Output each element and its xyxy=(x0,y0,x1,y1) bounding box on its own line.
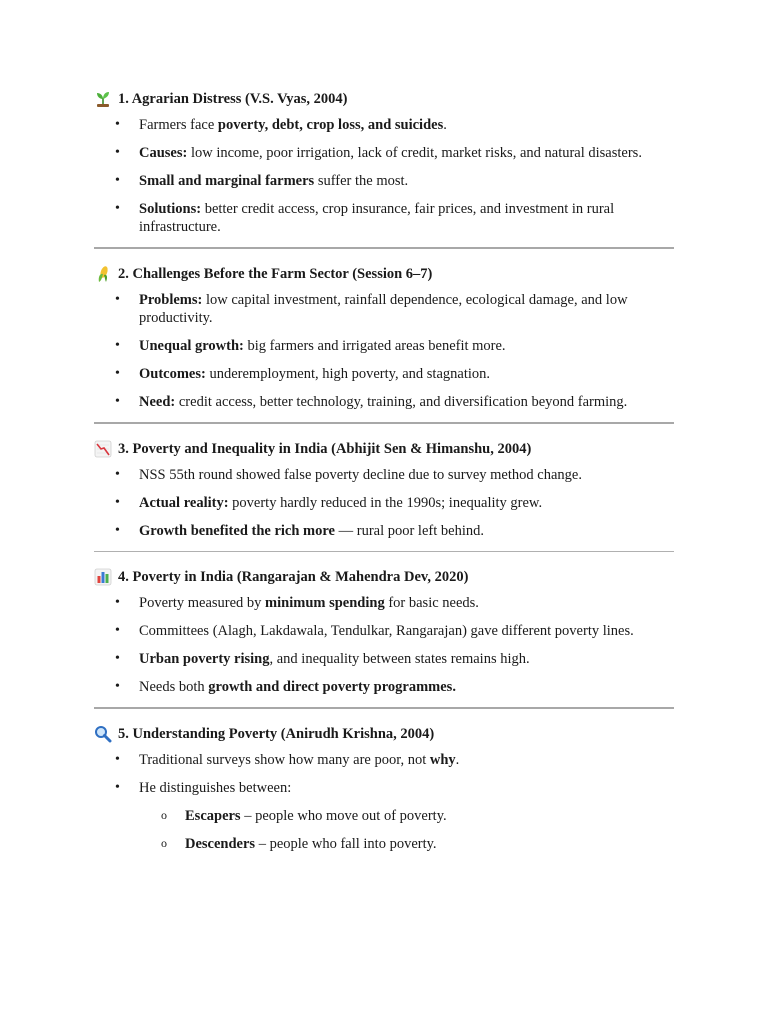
section-divider xyxy=(94,422,674,424)
section-divider xyxy=(94,551,674,552)
section-title: 1. Agrarian Distress (V.S. Vyas, 2004) xyxy=(118,90,348,107)
section-title: 4. Poverty in India (Rangarajan & Mahendra Dev, 2020) xyxy=(118,568,469,585)
list-item: • Traditional surveys show how many are poor, not why. xyxy=(94,751,674,769)
list-item: • Needs both growth and direct poverty programmes. xyxy=(94,678,674,696)
bullet-list xyxy=(94,116,674,236)
section-farm-sector-challenges xyxy=(94,263,674,411)
bullet-list xyxy=(94,594,674,696)
section-title: 5. Understanding Poverty (Anirudh Krishna, 2004) xyxy=(118,725,435,742)
bar-chart-icon xyxy=(94,568,112,586)
section-heading xyxy=(94,438,674,460)
list-item: • Urban poverty rising, and inequality between states remains high. xyxy=(94,650,674,668)
list-item: • Farmers face poverty, debt, crop loss, and suicides. xyxy=(94,116,674,134)
section-title: 2. Challenges Before the Farm Sector (Session 6–7) xyxy=(118,265,433,282)
list-item: • Unequal growth: big farmers and irrigated areas benefit more. xyxy=(94,337,674,355)
section-agrarian-distress xyxy=(94,88,674,236)
list-item: • Causes: low income, poor irrigation, lack of credit, market risks, and natural disasters. xyxy=(94,144,674,162)
list-item: • Problems: low capital investment, rainfall dependence, ecological damage, and low productivity. xyxy=(94,291,674,327)
list-item: • Solutions: better credit access, crop insurance, fair prices, and investment in rural infrastructure. xyxy=(94,200,674,236)
section-heading xyxy=(94,263,674,285)
corn-icon xyxy=(94,265,112,283)
list-item: • Outcomes: underemployment, high poverty, and stagnation. xyxy=(94,365,674,383)
sub-list-item: o Escapers – people who move out of poverty. xyxy=(139,807,674,825)
document-page xyxy=(94,88,674,863)
bullet-list xyxy=(94,466,674,540)
list-item: • NSS 55th round showed false poverty decline due to survey method change. xyxy=(94,466,674,484)
section-divider xyxy=(94,707,674,709)
list-item: • He distinguishes between: o Escapers – people who move out of poverty. o Descenders – people who fall into poverty. xyxy=(94,779,674,853)
section-heading xyxy=(94,566,674,588)
list-item: • Committees (Alagh, Lakdawala, Tendulkar, Rangarajan) gave different poverty lines. xyxy=(94,622,674,640)
sub-list-item: o Descenders – people who fall into poverty. xyxy=(139,835,674,853)
list-item: • Poverty measured by minimum spending for basic needs. xyxy=(94,594,674,612)
list-item: • Actual reality: poverty hardly reduced in the 1990s; inequality grew. xyxy=(94,494,674,512)
list-item: • Growth benefited the rich more — rural poor left behind. xyxy=(94,522,674,540)
seedling-icon xyxy=(94,90,112,108)
chart-decreasing-icon xyxy=(94,440,112,458)
section-poverty-in-india xyxy=(94,566,674,696)
section-title: 3. Poverty and Inequality in India (Abhijit Sen & Himanshu, 2004) xyxy=(118,440,532,457)
section-understanding-poverty xyxy=(94,723,674,853)
section-poverty-inequality xyxy=(94,438,674,540)
list-item: • Small and marginal farmers suffer the most. xyxy=(94,172,674,190)
section-divider xyxy=(94,247,674,249)
bullet-list xyxy=(94,291,674,411)
bullet-list xyxy=(94,751,674,853)
list-item: • Need: credit access, better technology, training, and diversification beyond farming. xyxy=(94,393,674,411)
section-heading xyxy=(94,88,674,110)
section-heading xyxy=(94,723,674,745)
sub-bullet-list xyxy=(139,807,674,853)
magnifying-glass-icon xyxy=(94,725,112,743)
